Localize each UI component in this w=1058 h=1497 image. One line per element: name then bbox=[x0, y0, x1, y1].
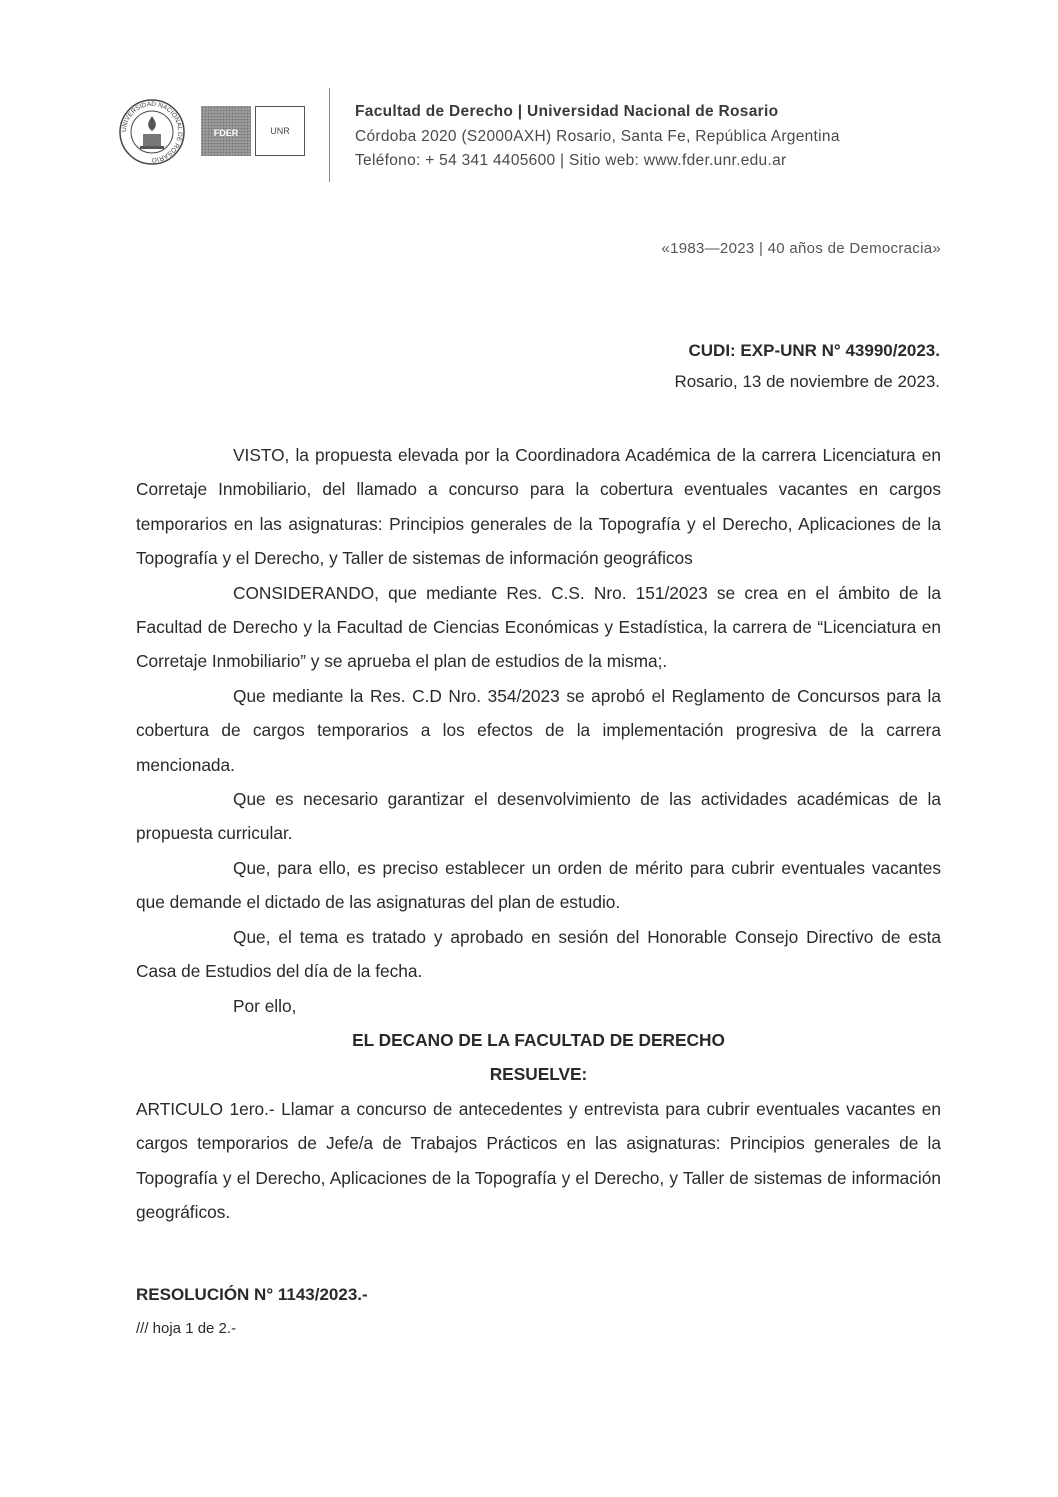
svg-text:FDER: FDER bbox=[213, 128, 239, 138]
resolution-number: RESOLUCIÓN N° 1143/2023.- bbox=[136, 1285, 368, 1304]
svg-text:UNIVERSIDAD NACIONAL DE ROSARI: UNIVERSIDAD NACIONAL DE ROSARIO bbox=[120, 100, 184, 164]
decano-heading: EL DECANO DE LA FACULTAD DE DERECHO bbox=[352, 1029, 725, 1050]
logo-group bbox=[118, 98, 318, 170]
paragraph-por-ello: Por ello, bbox=[233, 995, 297, 1016]
institution-address: Córdoba 2020 (S2000AXH) Rosario, Santa Fe, República Argentina bbox=[355, 127, 840, 145]
paragraph-considerando: CONSIDERANDO, que mediante Res. C.S. Nro. 151/2023 se crea en el ámbito de la Facultad de Derecho y la Facultad de Ciencias Económicas y Estadística, la carrera de “Licenciatura en Corretaje Inmobiliario” y se aprueba el plan de estudios de la misma;. bbox=[136, 582, 941, 672]
file-number: CUDI: EXP-UNR N° 43990/2023. bbox=[688, 341, 940, 360]
unr-logo bbox=[255, 106, 305, 156]
header-divider bbox=[329, 88, 330, 182]
letterhead bbox=[355, 100, 840, 174]
paragraph-que-4: Que, el tema es tratado y aprobado en sesión del Honorable Consejo Directivo de esta Casa de Estudios del día de la fecha. bbox=[136, 926, 941, 982]
paragraph-que-3: Que, para ello, es preciso establecer un orden de mérito para cubrir eventuales vacantes que demande el dictado de las asignaturas del plan de estudio. bbox=[136, 857, 941, 913]
fder-logo-icon bbox=[201, 106, 251, 156]
institution-name: Facultad de Derecho | Universidad Nacional de Rosario bbox=[355, 103, 779, 120]
paragraph-que-2: Que es necesario garantizar el desenvolvimiento de las actividades académicas de la propuesta curricular. bbox=[136, 789, 941, 844]
motto: «1983—2023 | 40 años de Democracia» bbox=[661, 240, 941, 257]
paragraph-visto: VISTO, la propuesta elevada por la Coordinadora Académica de la carrera Licenciatura en Corretaje Inmobiliario, del llamado a concurso para la cobertura eventuales vacantes en cargos temporarios en las asignaturas: Principios generales de la Topografía y el Derecho, Aplicaciones de la Topografía y el Derecho, y Taller de sistemas de información geográficos bbox=[136, 445, 941, 569]
document-date: Rosario, 13 de noviembre de 2023. bbox=[674, 372, 940, 391]
article-1: ARTICULO 1ero.- Llamar a concurso de antecedentes y entrevista para cubrir eventuales vacantes en cargos temporarios de Jefe/a de Trabajos Prácticos en las asignaturas: Principios generales de la Topografía y el Derecho, Aplicaciones de la Topografía y el Derecho, y Taller de sistemas de información geográficos. bbox=[136, 1098, 941, 1222]
university-seal-icon bbox=[118, 98, 186, 166]
institution-contact: Teléfono: + 54 341 4405600 | Sitio web: www.fder.unr.edu.ar bbox=[355, 152, 787, 169]
paragraph-que-1: Que mediante la Res. C.D Nro. 354/2023 se aprobó el Reglamento de Concursos para la cobertura de cargos temporarios a los efectos de la implementación progresiva de la carrera mencionada. bbox=[136, 685, 941, 775]
resuelve-heading: RESUELVE: bbox=[489, 1064, 588, 1085]
document-body bbox=[136, 438, 941, 1229]
unr-logo-label: UNR bbox=[270, 126, 290, 136]
page-indicator: /// hoja 1 de 2.- bbox=[136, 1320, 237, 1337]
